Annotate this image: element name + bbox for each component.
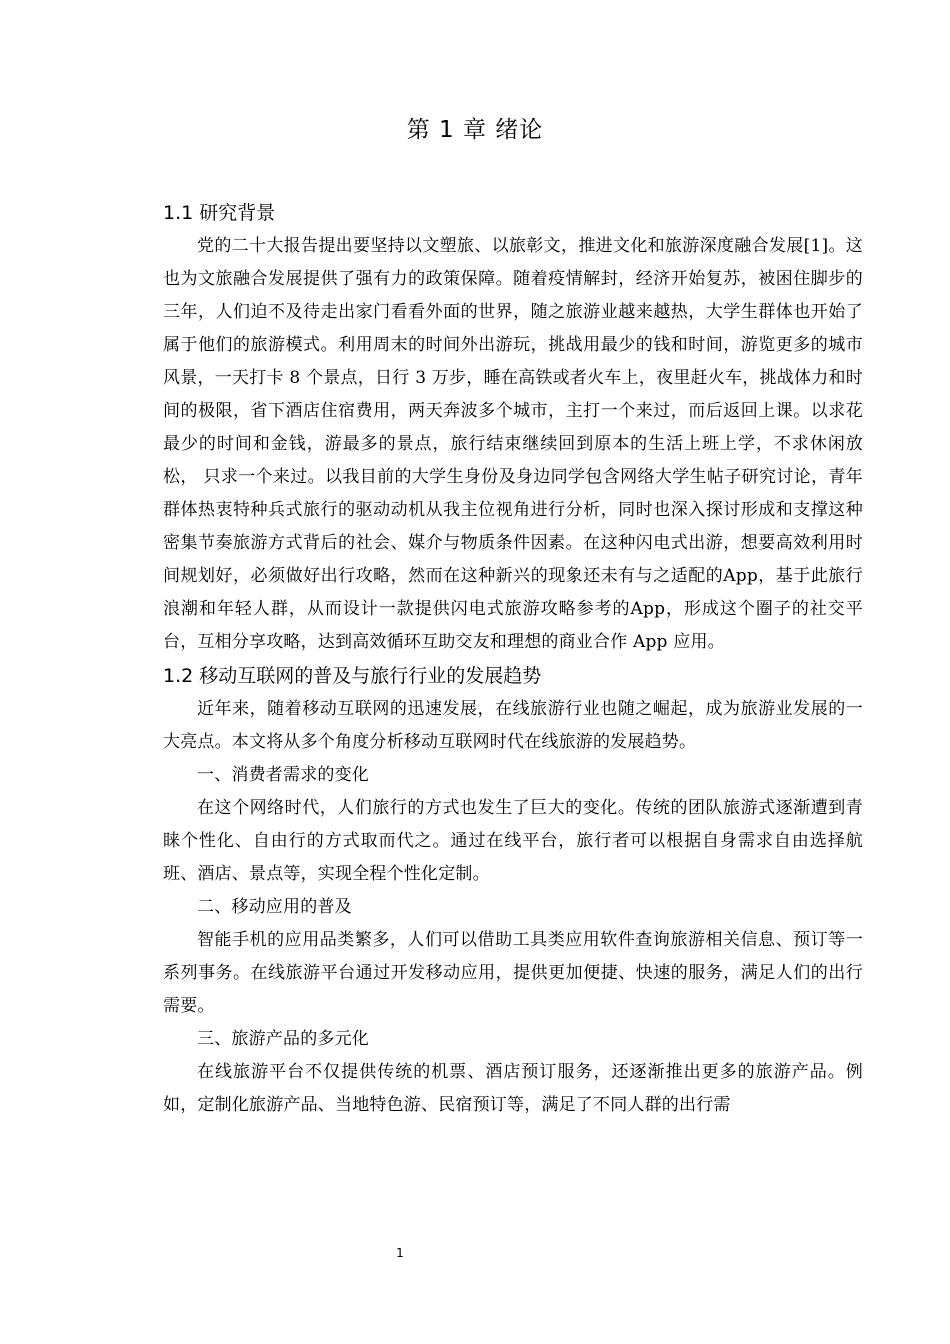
paragraph-research-background: 党的二十大报告提出要坚持以文塑旅、以旅彰文，推进文化和旅游深度融合发展[1]。这也为文旅融合发展提供了强有力的政策保障。随着疫情解封，经济开始复苏，被困住脚步的三年，人们迫不及待走出家门看看外面的世界，随之旅游业越来越热，大学生群体也开始了属于他们的旅游模式。利用周末的时间外出游玩，挑战用最少的钱和时间，游览更多的城市风景，一天打卡 8 个景点，日行 3 万步，睡在高铁或者火车上，夜里赶火车，挑战体力和时间的极限，省下酒店住宿费用，两天奔波多个城市，主打一个来过，而后返回上课。以求花最少的时间和金钱，游最多的景点，旅行结束继续回到原本的生活上班上学，不求休闲放松， 只求一个来过。以我目前的大学生身份及身边同学包含网络大学生帖子研究讨论，青年群体热衷特种兵式旅行的驱动动机从我主位视角进行分析，同时也深入探讨形成和支撑这种密集节奏旅游方式背后的社会、媒介与物质条件因素。在这种闪电式出游，想要高效利用时间规划好，必须做好出行攻略，然而在这种新兴的现象还未有与之适配的App，基于此旅行浪潮和年轻人群，从而设计一款提供闪电式旅游攻略参考的App，形成这个圈子的社交平台，互相分享攻略，达到高效循环互助交友和理想的商业合作 App 应用。: [163, 236, 863, 652]
chapter-title: 第 1 章 绪论: [406, 117, 544, 143]
document-body: [163, 196, 863, 1122]
paragraph-product-diversification: 在线旅游平台不仅提供传统的机票、酒店预订服务，还逐渐推出更多的旅游产品。例如，定制化旅游产品、当地特色游、民宿预订等，满足了不同人群的出行需: [163, 1062, 863, 1115]
subheading-consumer-demand: 一、消费者需求的变化: [197, 765, 369, 785]
paragraph-mobile-apps: 智能手机的应用品类繁多，人们可以借助工具类应用软件查询旅游相关信息、预订等一系列事务。在线旅游平台通过开发移动应用，提供更加便捷、快速的服务，满足人们的出行需要。: [163, 930, 863, 1016]
section-heading-mobile-internet-trends: 1.2 移动互联网的普及与旅行行业的发展趋势: [163, 665, 542, 687]
subheading-product-diversification: 三、旅游产品的多元化: [197, 1029, 369, 1049]
section-heading-research-background: 1.1 研究背景: [163, 202, 276, 224]
paragraph-consumer-demand: 在这个网络时代，人们旅行的方式也发生了巨大的变化。传统的团队旅游式逐渐遭到青睐个性化、自由行的方式取而代之。通过在线平台，旅行者可以根据自身需求自由选择航班、酒店、景点等，实现全程个性化定制。: [163, 798, 863, 884]
subheading-mobile-apps: 二、移动应用的普及: [197, 897, 352, 917]
page-number: 1: [396, 1246, 404, 1260]
paragraph-intro: 近年来，随着移动互联网的迅速发展，在线旅游行业也随之崛起，成为旅游业发展的一大亮点。本文将从多个角度分析移动互联网时代在线旅游的发展趋势。: [163, 699, 863, 752]
